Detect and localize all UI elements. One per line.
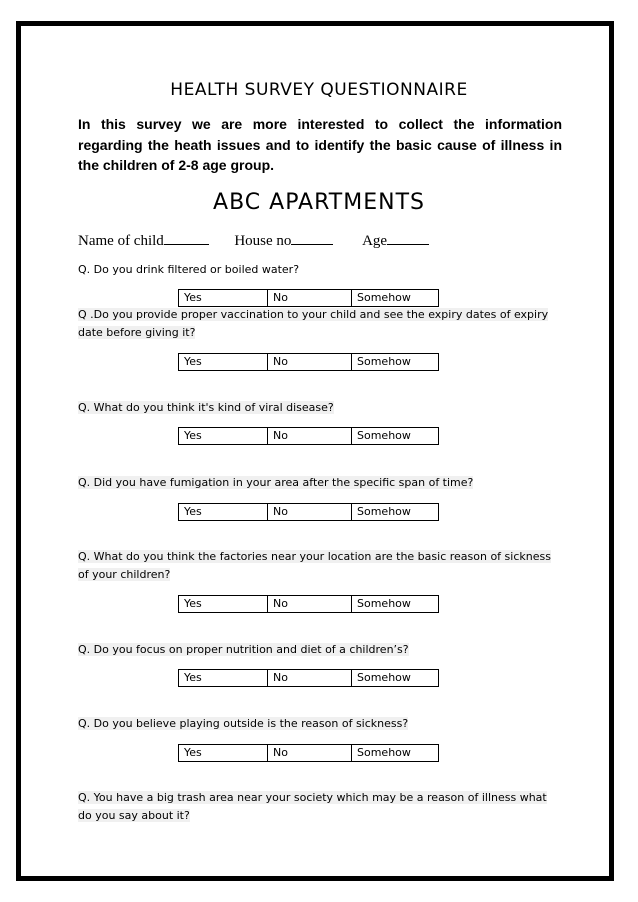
answer-table-5 bbox=[178, 595, 439, 613]
answer-table-2 bbox=[178, 353, 439, 371]
apartment-name: ABC APARTMENTS bbox=[213, 190, 425, 215]
name-of-child-label: Name of child bbox=[78, 233, 164, 249]
question-1 bbox=[78, 261, 562, 279]
answer-table-4 bbox=[178, 503, 439, 521]
answer-somehow[interactable]: Somehow bbox=[352, 670, 439, 687]
question-8 bbox=[78, 789, 562, 825]
answer-yes[interactable]: Yes bbox=[179, 670, 268, 687]
answer-no[interactable]: No bbox=[268, 428, 352, 445]
house-no-blank[interactable] bbox=[291, 230, 333, 245]
question-8-text: Q. You have a big trash area near your society which may be a reason of illness what do you say about it? bbox=[78, 791, 547, 822]
answer-somehow[interactable]: Somehow bbox=[352, 290, 439, 307]
intro-paragraph: In this survey we are more interested to collect the information regarding the heath issues and to identify the basic cause of illness in the children of 2-8 age group. bbox=[78, 116, 562, 173]
question-6-text: Q. Do you focus on proper nutrition and diet of a children’s? bbox=[78, 643, 409, 656]
age-blank[interactable] bbox=[387, 230, 429, 245]
answer-somehow[interactable]: Somehow bbox=[352, 354, 439, 371]
answer-no[interactable]: No bbox=[268, 504, 352, 521]
answer-no[interactable]: No bbox=[268, 596, 352, 613]
answer-yes[interactable]: Yes bbox=[179, 596, 268, 613]
question-7 bbox=[78, 715, 562, 733]
respondent-fields bbox=[78, 230, 429, 250]
question-2 bbox=[78, 306, 562, 342]
answer-table-3 bbox=[178, 427, 439, 445]
answer-no[interactable]: No bbox=[268, 670, 352, 687]
question-3 bbox=[78, 399, 562, 417]
question-4-text: Q. Did you have fumigation in your area after the specific span of time? bbox=[78, 476, 474, 489]
question-4 bbox=[78, 474, 562, 492]
answer-yes[interactable]: Yes bbox=[179, 354, 268, 371]
answer-yes[interactable]: Yes bbox=[179, 428, 268, 445]
question-7-text: Q. Do you believe playing outside is the reason of sickness? bbox=[78, 717, 409, 730]
question-2-text: Q .Do you provide proper vaccination to your child and see the expiry dates of expiry date before giving it? bbox=[78, 308, 549, 339]
answer-table-6 bbox=[178, 669, 439, 687]
answer-yes[interactable]: Yes bbox=[179, 745, 268, 762]
question-3-text: Q. What do you think it's kind of viral disease? bbox=[78, 401, 334, 414]
answer-somehow[interactable]: Somehow bbox=[352, 596, 439, 613]
answer-somehow[interactable]: Somehow bbox=[352, 745, 439, 762]
age-label: Age bbox=[362, 233, 388, 249]
name-of-child-blank[interactable] bbox=[164, 230, 209, 245]
answer-no[interactable]: No bbox=[268, 354, 352, 371]
answer-somehow[interactable]: Somehow bbox=[352, 504, 439, 521]
answer-table-1 bbox=[178, 289, 439, 307]
answer-table-7 bbox=[178, 744, 439, 762]
answer-yes[interactable]: Yes bbox=[179, 504, 268, 521]
answer-no[interactable]: No bbox=[268, 290, 352, 307]
house-no-label: House no bbox=[234, 233, 292, 249]
question-5-text: Q. What do you think the factories near your location are the basic reason of sickness of your children? bbox=[78, 550, 551, 581]
answer-yes[interactable]: Yes bbox=[179, 290, 268, 307]
answer-no[interactable]: No bbox=[268, 745, 352, 762]
question-6 bbox=[78, 641, 562, 659]
question-1-text: Q. Do you drink filtered or boiled water? bbox=[78, 263, 300, 276]
question-5 bbox=[78, 548, 562, 584]
answer-somehow[interactable]: Somehow bbox=[352, 428, 439, 445]
survey-title: HEALTH SURVEY QUESTIONNAIRE bbox=[170, 80, 468, 100]
